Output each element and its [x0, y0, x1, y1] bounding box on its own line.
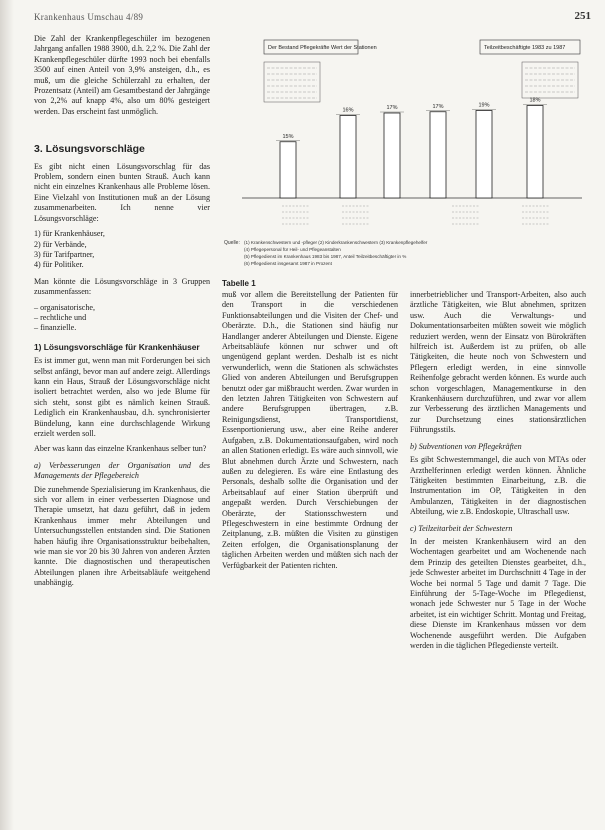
table-caption: Tabelle 1 [222, 279, 256, 288]
bar-pct-label: 15% [282, 133, 294, 140]
column-right [410, 290, 586, 656]
column-middle [222, 290, 398, 576]
footnote-line: (5) Pflegedienst im Krankenhaus 1983 bis 1987, Anteil Teilzeitbeschäftigter in % [244, 254, 407, 259]
list-item: 1) für Krankenhäuser, [34, 229, 105, 239]
bar [527, 106, 543, 199]
paragraph: Es gibt Schwesternmangel, die auch von MTAs oder Arzthelferinnen erledigt werden können. Ähnliche Tätigkeiten bestimmten Einarbeitung, z.B. die Instrumentation im OP, Tätigkeiten in den Ambulanzen, Tätigkeiten in der diagnostischen Abteilung, wie z.B. Endoskopie, Ultraschall usw. [410, 455, 586, 517]
list-groups [34, 303, 210, 334]
bar-pct-label: 17% [386, 105, 398, 111]
column-left [34, 34, 210, 594]
paragraph: Es gibt nicht einen Lösungsvorschlag für das Problem, sondern einen bunten Strauß. Auch kann nicht ein einzelnes Krankenhaus alle Probleme lösen. Eine Vielzahl von Institutionen muß an der Lösung zusammenarbeiten. Ich nenne vier Lösungsvorschläge: [34, 161, 210, 223]
intro-paragraph: Die Zahl der Krankenpflegeschüler im bezogenen Jahrgang anfallen 1988 3900, d.h. 2,2 %. Die Zahl der Krankenpflegeschüler dürfte 1993 noch bei ebenfalls 3500 auf einen Anteil von 3,9% ansteigen, d.h., es muß, um die gleiche Schülerzahl zu erhalten, der Prozentsatz (Anteil) am Gesamtbestand der Jahrgänge von 2,2% auf knapp 4%, also um 80% gesteigert werden. Das erscheint fast unmöglich. [34, 34, 210, 116]
bars-group [276, 98, 547, 199]
bar [430, 112, 446, 198]
bar-chart-figure [222, 38, 592, 274]
page-spine [0, 0, 14, 830]
paragraph: Aber was kann das einzelne Krankenhaus selber tun? [34, 444, 207, 454]
paragraph: muß vor allem die Bereitstellung der Patienten für den Transport in die verschiedenen Funktionsabteilungen und die Visiten der Chef- und Oberärzte. D.h., die Stationen sind häufig nur Handlanger anderer Abteilungen und Dienste. Eigene Arbeitsabläufe können nur schwer und oft ungenügend geplant werden. Deshalb ist es nicht verwunderlich, wenn die Stationen als schwächstes Glied von anderen Abteilungen und Berufsgruppen benutzt oder gar mißbraucht werden. Zwar wurden in den letzten Jahren Tätigkeiten von Schwestern auf andere Berufsgruppen übertragen, z.B. Reinigungsdienst, Transportdienst, Essenportionierung usw., aber eine Reihe anderer Aufgaben, z.B. Dokumentationsaufgaben, wird noch an allen Stationen erledigt. Es wäre auch sinnvoll, wie Blut abnehmen durch Ärzte und Schwestern, nach außen zu delegieren. Es wäre eine Entlastung des Personals, deshalb sollte die Organisation und der Arbeitsablauf auf einer Station überprüft und angepaßt werden. Durch Verschiebungen der Oberärzte, der Stationsschwestern und Pflegeschwestern in eine bestimmte Ordnung der Zeitplanung, z.B. müßten die Visiten zu günstigen Zeiten erfolgen, die Organisationsplanung der täglichen Arbeiten werden und müßten sich nach der Verfügbarkeit der Patienten richten. [222, 290, 398, 570]
list-item: 4) für Politiker. [34, 260, 84, 270]
paragraph: Man könnte die Lösungsvorschläge in 3 Gruppen zusammenfassen: [34, 276, 210, 297]
footnote-line: (6) Pflegedienst insgesamt 1987 in Prozent [244, 261, 332, 266]
list-item: – rechtliche und [34, 312, 87, 322]
lower-tables [282, 206, 550, 224]
bar-pct-label: 18% [529, 97, 541, 104]
footnote-label: Quelle: [224, 240, 240, 246]
italic-subheading: a) Verbesserungen der Organisation und des Managements der Pflegebereich [34, 460, 210, 481]
italic-subheading: c) Teilzeitarbeit der Schwestern [410, 523, 513, 533]
bar-pct-label: 16% [342, 107, 354, 114]
paragraph: Die zunehmende Spezialisierung im Krankenhaus, die sich vor allem in einer verbesserten Diagnose und Therapie umsetzt, hat dazu geführt, daß in jedem Krankenhaus immer mehr Abteilungen und Untersuchungsstellen entstanden sind. Die Stationen haben häufig ihre Organisationsstruktur beibehalten, wie man sie vor 20 bis 30 Jahren von anderen Ärzten kannte. Die diagnostischen und therapeutischen Abteilungen planen ihre Arbeitsabläufe weitgehend unabhängig. [34, 484, 210, 588]
list-item: – organisatorische, [34, 302, 95, 312]
bar [340, 116, 356, 199]
bar [280, 142, 296, 198]
bar [384, 113, 400, 198]
list-item: – finanzielle. [34, 323, 77, 333]
bar [476, 111, 492, 199]
list-recipients [34, 229, 210, 271]
paragraph: innerbetrieblicher und Transport-Arbeiten, also auch ärztliche Tätigkeiten, wie Blut abnehmen, spritzen usw. Auch die Verwaltungs- und Dokumentationsarbeiten müßten soweit wie möglich reduziert werden, wenn der Einsatz von Bürokräften hilfreich ist. Außerdem ist zu prüfen, ob alle Tätigkeiten, die heute noch von Schwestern und Pflegern erledigt werden, in eine sinnvolle Reihenfolge gebracht werden können. Es wurde auch schon vorgeschlagen, Managementkurse in den Krankenhäusern durchzuführen, und zwar vor allem zur Verbesserung des ärztlichen Managements und zur Durchsetzung eines stationsärztlichen Führungsstils. [410, 290, 586, 435]
data-tables [264, 62, 578, 102]
page-number: 251 [574, 10, 591, 22]
list-item: 3) für Tarifpartner, [34, 249, 95, 259]
footnote-line: (4) Pflegepersonal für Heil- und Pflegeanstalten [244, 247, 341, 252]
legend-right-text: Teilzeitbeschäftigte 1983 zu 1987 [484, 45, 566, 51]
list-item: 2) für Verbände, [34, 239, 87, 249]
paragraph: Es ist immer gut, wenn man mit Forderungen bei sich selbst anfängt, bevor man auf andere zeigt. Allerdings kann ein Haus, Strauß der Lösungsvorschläge nicht isoliert betrachtet werden, also wo jede Blume für sich steht, sonst gibt es nämlich keinen Strauß. Lediglich ein Krankenhausbau, d.h. synchronisierter Bündelung, kann eine durchschlagende Wirkung erzielt werden soll. [34, 356, 210, 438]
paragraph: In der meisten Krankenhäusern wird an den Wochentagen gearbeitet und am Wochenende nach dem Prinzip des geteilten Dienstes gearbeitet, d.h., jede Schwester arbeitet im Durchschnitt 4 Tage in der Woche bei normal 5 Tage und damit 7 Tage. Die Einführung der 5-Tage-Woche im Pflegedienst, wonach jede Schwester nur 5 Tage in der Woche arbeitet, ist ein wichtiger Schritt. Montag und Freitag, diese Dienste im Krankenhaus müssen vor dem Wochenende ausgeführt werden. Die Aufgaben werden in die täglichen Pflegedienste verteilt. [410, 536, 586, 650]
footnote-line: (1) Krankenschwestern und -pfleger (2) Kinderkrankenschwestern (3) Krankenpflegehelfer [244, 240, 428, 245]
bar-pct-label: 19% [478, 102, 490, 109]
italic-subheading: b) Subventionen von Pflegekräften [410, 441, 522, 451]
subsection-heading: 1) Lösungsvorschläge für Krankenhäuser [34, 341, 200, 352]
legend-left-text: Der Bestand Pflegekräfte Wert der Stationen [268, 45, 377, 51]
running-header: Krankenhaus Umschau 4/89 [34, 12, 144, 22]
bar-pct-label: 17% [432, 103, 444, 110]
section-heading: 3. Lösungsvorschläge [34, 143, 145, 156]
